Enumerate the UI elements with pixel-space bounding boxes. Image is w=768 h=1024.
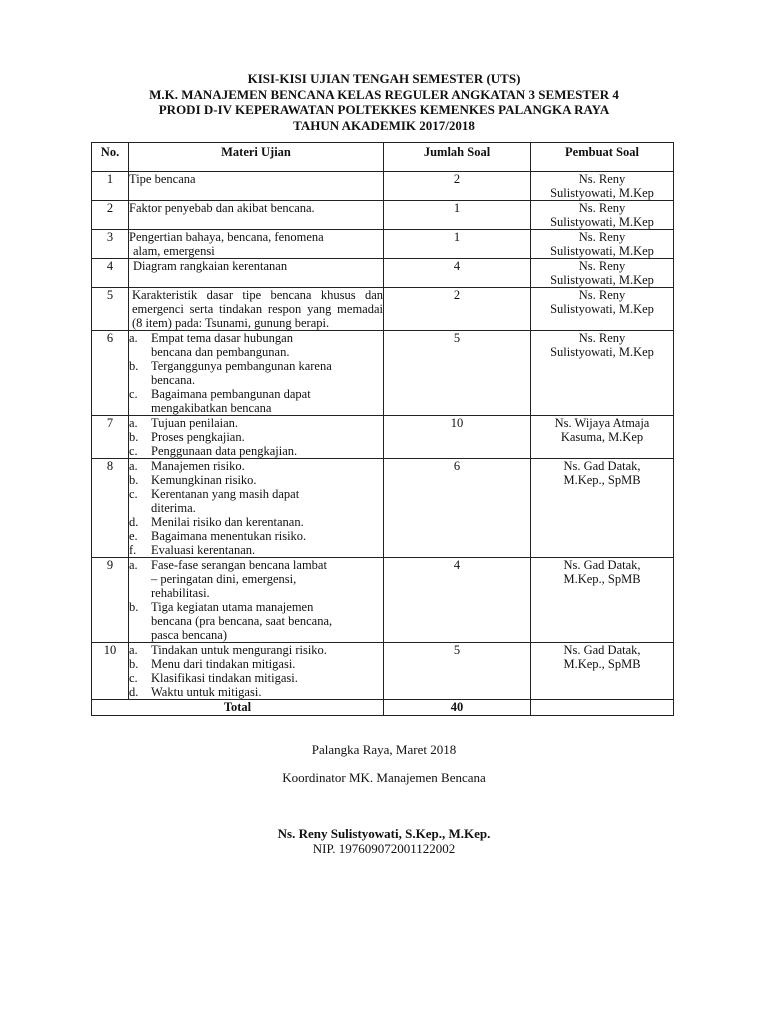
materi-line: Pengertian bahaya, bencana, fenomena — [129, 230, 324, 244]
row-jumlah: 5 — [384, 331, 531, 416]
col-header-pembuat: Pembuat Soal — [531, 143, 674, 172]
table-row — [92, 230, 674, 259]
row-pembuat — [531, 643, 674, 700]
materi-item-line: Penggunaan data pengkajian. — [151, 444, 298, 458]
materi-item-text — [151, 685, 383, 699]
pembuat-line: Ns. Reny — [578, 259, 626, 273]
pembuat-line: Sulistyowati, M.Kep — [550, 215, 654, 229]
table-row — [92, 331, 674, 416]
header-academic-year: TAHUN AKADEMIK 2017/2018 — [293, 117, 475, 133]
materi-item-line: – peringatan dini, emergensi, — [151, 572, 297, 586]
materi-item-line: Evaluasi kerentanan. — [151, 543, 256, 557]
materi-text: Karakteristik dasar tipe bencana khusus dan emergenci serta tindakan respon yang memadai (8 item) pada: Tsunami, gunung berapi. — [132, 288, 383, 330]
materi-item-line: Proses pengkajian. — [151, 430, 245, 444]
pembuat-line: Ns. Gad Datak, — [563, 643, 641, 657]
row-number: 3 — [92, 230, 129, 259]
signatory-name: Ns. Reny Sulistyowati, S.Kep., M.Kep. — [277, 826, 491, 841]
row-number: 9 — [92, 558, 129, 643]
materi-list-item — [129, 529, 383, 543]
materi-item-line: Waktu untuk mitigasi. — [151, 685, 262, 699]
materi-item-text — [151, 529, 383, 543]
materi-item-line: Empat tema dasar hubungan — [151, 331, 293, 345]
materi-list-item — [129, 558, 383, 600]
materi-list-item — [129, 430, 383, 444]
materi-item-line: Tiga kegiatan utama manajemen — [151, 600, 314, 614]
pembuat-line: Sulistyowati, M.Kep — [550, 345, 654, 359]
col-header-no: No. — [92, 143, 129, 172]
row-number: 5 — [92, 288, 129, 331]
col-header-materi: Materi Ujian — [129, 143, 384, 172]
materi-list-item — [129, 416, 383, 430]
pembuat-line: Ns. Gad Datak, — [563, 459, 641, 473]
pembuat-line: Sulistyowati, M.Kep — [550, 302, 654, 316]
header-course: M.K. MANAJEMEN BENCANA KELAS REGULER ANGKATAN 3 SEMESTER 4 — [149, 86, 619, 102]
table-body — [92, 172, 674, 716]
materi-item-text — [151, 657, 383, 671]
materi-item-line: Tindakan untuk mengurangi risiko. — [151, 643, 327, 657]
materi-item-line: Menilai risiko dan kerentanan. — [151, 515, 304, 529]
materi-item-letter: a. — [129, 558, 138, 572]
header-institution: PRODI D-IV KEPERAWATAN POLTEKKES KEMENKES PALANGKA RAYA — [158, 102, 610, 117]
materi-item-letter: c. — [129, 444, 138, 458]
table-row — [92, 558, 674, 643]
row-pembuat — [531, 201, 674, 230]
materi-item-text — [151, 600, 383, 642]
row-number: 4 — [92, 259, 129, 288]
materi-item-text — [151, 444, 383, 458]
row-jumlah: 1 — [384, 201, 531, 230]
row-jumlah: 4 — [384, 259, 531, 288]
materi-list-item — [129, 459, 383, 473]
row-jumlah: 5 — [384, 643, 531, 700]
materi-item-letter: c. — [129, 387, 138, 401]
total-row — [92, 700, 674, 716]
pembuat-line: Ns. Reny — [578, 201, 626, 215]
pembuat-line: Ns. Reny — [578, 288, 626, 302]
pembuat-line: Ns. Reny — [578, 172, 626, 186]
materi-item-line: bencana dan pembangunan. — [151, 345, 290, 359]
materi-item-letter: d. — [129, 685, 139, 699]
materi-item-line: bencana (pra bencana, saat bencana, — [151, 614, 333, 628]
materi-text: Tipe bencana — [129, 172, 196, 186]
pembuat-line: Ns. Gad Datak, — [563, 558, 641, 572]
row-materi — [129, 259, 384, 288]
row-materi — [129, 172, 384, 201]
signatory-nip: NIP. 197609072001122002 — [312, 841, 456, 856]
materi-item-letter: f. — [129, 543, 137, 557]
materi-item-line: Bagaimana pembangunan dapat — [151, 387, 311, 401]
row-number: 1 — [92, 172, 129, 201]
row-pembuat — [531, 459, 674, 558]
table-header-row — [92, 143, 674, 172]
materi-item-line: Terganggunya pembangunan karena — [151, 359, 332, 373]
pembuat-line: Kasuma, M.Kep — [560, 430, 644, 444]
materi-item-text — [151, 430, 383, 444]
pembuat-line: M.Kep., SpMB — [563, 657, 641, 671]
materi-item-text — [151, 671, 383, 685]
place-date: Palangka Raya, Maret 2018 — [311, 742, 457, 757]
materi-list-item — [129, 387, 383, 415]
materi-text: Faktor penyebab dan akibat bencana. — [129, 201, 315, 215]
materi-item-line: Fase-fase serangan bencana lambat — [151, 558, 327, 572]
materi-item-line: Tujuan penilaian. — [151, 416, 239, 430]
materi-list-item — [129, 487, 383, 515]
materi-list-item — [129, 473, 383, 487]
row-pembuat — [531, 172, 674, 201]
materi-item-letter: c. — [129, 671, 138, 685]
col-header-jumlah: Jumlah Soal — [384, 143, 531, 172]
pembuat-line: Sulistyowati, M.Kep — [550, 244, 654, 258]
row-jumlah: 4 — [384, 558, 531, 643]
row-pembuat — [531, 558, 674, 643]
materi-item-line: Bagaimana menentukan risiko. — [151, 529, 307, 543]
materi-item-line: rehabilitasi. — [151, 586, 210, 600]
materi-item-line: diterima. — [151, 501, 196, 515]
materi-text: Diagram rangkaian kerentanan — [133, 259, 288, 273]
materi-item-text — [151, 331, 383, 359]
materi-item-text — [151, 416, 383, 430]
materi-item-letter: d. — [129, 515, 139, 529]
row-materi — [129, 331, 384, 416]
materi-item-text — [151, 558, 383, 600]
row-jumlah: 6 — [384, 459, 531, 558]
materi-list-item — [129, 671, 383, 685]
pembuat-line: M.Kep., SpMB — [563, 572, 641, 586]
materi-item-line: pasca bencana) — [151, 628, 227, 642]
table-row — [92, 288, 674, 331]
row-materi — [129, 288, 384, 331]
materi-list-item — [129, 600, 383, 642]
materi-item-line: Kemungkinan risiko. — [151, 473, 257, 487]
row-materi — [129, 201, 384, 230]
materi-list-item — [129, 444, 383, 458]
materi-list-item — [129, 515, 383, 529]
materi-item-line: Kerentanan yang masih dapat — [151, 487, 300, 501]
materi-item-line: bencana. — [151, 373, 196, 387]
materi-item-letter: a. — [129, 643, 138, 657]
materi-item-text — [151, 543, 383, 557]
document-header — [0, 71, 768, 133]
materi-list-item — [129, 643, 383, 657]
materi-list-item — [129, 543, 383, 557]
row-pembuat — [531, 259, 674, 288]
materi-item-letter: e. — [129, 529, 138, 543]
pembuat-line: Sulistyowati, M.Kep — [550, 186, 654, 200]
row-number: 7 — [92, 416, 129, 459]
materi-item-text — [151, 473, 383, 487]
materi-item-text — [151, 359, 383, 387]
materi-item-letter: b. — [129, 430, 139, 444]
row-materi — [129, 643, 384, 700]
table-row — [92, 416, 674, 459]
row-pembuat — [531, 288, 674, 331]
row-pembuat — [531, 230, 674, 259]
materi-item-letter: b. — [129, 657, 139, 671]
total-label: Total — [92, 700, 384, 716]
table-row — [92, 459, 674, 558]
row-materi — [129, 416, 384, 459]
materi-item-letter: c. — [129, 487, 138, 501]
materi-list-item — [129, 685, 383, 699]
materi-list-item — [129, 359, 383, 387]
exam-grid-table — [91, 142, 674, 716]
materi-list-item — [129, 657, 383, 671]
materi-list-item — [129, 331, 383, 359]
row-number: 2 — [92, 201, 129, 230]
row-jumlah: 2 — [384, 288, 531, 331]
materi-item-letter: b. — [129, 600, 139, 614]
materi-item-text — [151, 515, 383, 529]
total-value: 40 — [384, 700, 531, 716]
pembuat-line: Ns. Wijaya Atmaja — [554, 416, 650, 430]
row-materi — [129, 230, 384, 259]
pembuat-line: Sulistyowati, M.Kep — [550, 273, 654, 287]
materi-item-text — [151, 643, 383, 657]
table-row — [92, 259, 674, 288]
materi-item-line: Menu dari tindakan mitigasi. — [151, 657, 296, 671]
materi-item-letter: b. — [129, 473, 139, 487]
row-pembuat — [531, 331, 674, 416]
row-materi — [129, 558, 384, 643]
materi-item-text — [151, 459, 383, 473]
row-jumlah: 10 — [384, 416, 531, 459]
row-pembuat — [531, 416, 674, 459]
row-number: 8 — [92, 459, 129, 558]
row-jumlah: 2 — [384, 172, 531, 201]
materi-item-text — [151, 387, 383, 415]
row-jumlah: 1 — [384, 230, 531, 259]
materi-item-letter: a. — [129, 416, 138, 430]
header-title: KISI-KISI UJIAN TENGAH SEMESTER (UTS) — [247, 71, 521, 86]
materi-item-line: mengakibatkan bencana — [151, 401, 272, 415]
materi-line: alam, emergensi — [133, 244, 215, 258]
pembuat-line: M.Kep., SpMB — [563, 473, 641, 487]
materi-item-letter: a. — [129, 459, 138, 473]
materi-item-line: Manajemen risiko. — [151, 459, 245, 473]
materi-item-letter: a. — [129, 331, 138, 345]
table-row — [92, 172, 674, 201]
row-materi — [129, 459, 384, 558]
pembuat-line: Ns. Reny — [578, 230, 626, 244]
materi-item-line: Klasifikasi tindakan mitigasi. — [151, 671, 298, 685]
row-number: 6 — [92, 331, 129, 416]
coordinator-title: Koordinator MK. Manajemen Bencana — [282, 770, 486, 785]
materi-item-text — [151, 487, 383, 515]
table-row — [92, 201, 674, 230]
materi-item-letter: b. — [129, 359, 139, 373]
pembuat-line: Ns. Reny — [578, 331, 626, 345]
row-number: 10 — [92, 643, 129, 700]
table-row — [92, 643, 674, 700]
total-empty — [531, 700, 674, 716]
